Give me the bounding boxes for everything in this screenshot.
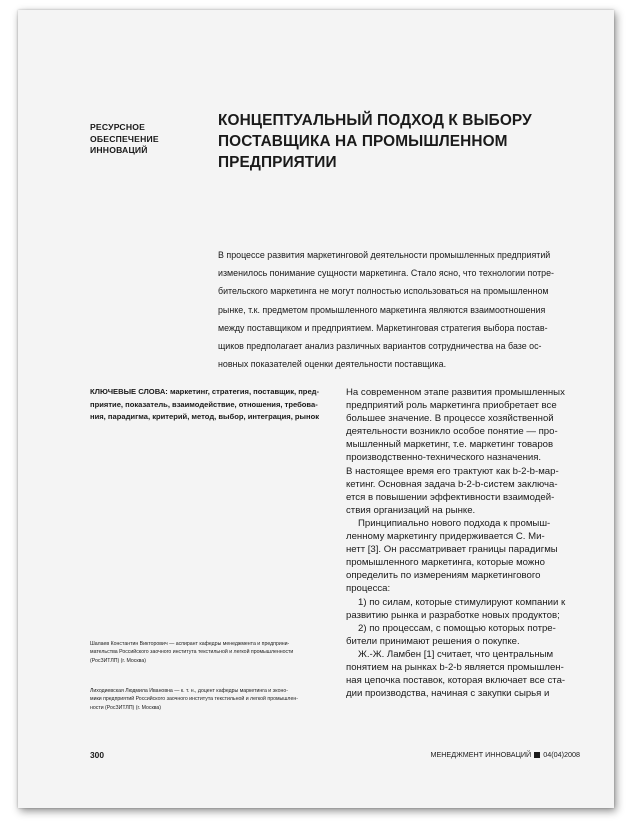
body-line: ленному маркетингу придерживается С. Ми- — [346, 531, 545, 543]
journal-footer — [430, 750, 580, 759]
abstract-line: между поставщиком и предприятием. Маркетинговая стратегия выбора постав- — [218, 322, 548, 333]
body-line: В настоящее время его трактуют как b-2-b-мар- — [346, 465, 559, 477]
body-line: ется в повышении эффективности взаимодей- — [346, 491, 555, 503]
keywords-line: ния, парадигма, критерий, метод, выбор, интеграция, рынок — [90, 412, 320, 421]
title-line: ПОСТАВЩИКА НА ПРОМЫШЛЕННОМ — [218, 133, 508, 150]
abstract-line: щиков предполагает анализ различных вариантов сотрудничества на базе ос- — [218, 341, 542, 352]
journal-issue: 04(04)2008 — [543, 750, 580, 759]
body-line: мышленный маркетинг, т.е. маркетинг товаров — [346, 439, 554, 451]
body-line: ствия организаций на рынке. — [346, 504, 476, 516]
abstract-line: рынке, т.к. предметом промышленного маркетинга являются взаимоотношения — [218, 304, 546, 315]
author-line: мательства Российского заочного института текстильной и легкой промышленности — [90, 649, 294, 656]
keywords-line: приятие, показатель, взаимодействие, отношения, требова- — [90, 399, 318, 409]
page — [18, 10, 614, 808]
square-separator-icon — [534, 752, 540, 758]
body-line: кетинг. Основная задача b-2-b-систем заключа- — [346, 478, 558, 490]
body-line: ная цепочка поставок, которая включает все ста- — [346, 675, 566, 687]
abstract-line: новных показателей оценки деятельности поставщика. — [218, 359, 447, 370]
body-line: производственно-технического назначения. — [346, 452, 542, 464]
abstract-line: бительского маркетинга не могут полностью использоваться на промышленном — [218, 286, 549, 297]
body-line: На современном этапе развития промышленных — [346, 387, 565, 398]
keywords — [90, 386, 335, 424]
section-heading-line: РЕСУРСНОЕ — [90, 122, 146, 132]
author-info — [90, 687, 335, 712]
abstract — [218, 246, 598, 373]
section-heading — [90, 122, 200, 157]
article-title — [218, 110, 598, 173]
page-number: 300 — [90, 750, 104, 760]
section-heading-line: ОБЕСПЕЧЕНИЕ — [90, 133, 159, 144]
body-line: Ж.-Ж. Ламбен [1] считает, что центральным — [358, 648, 554, 660]
body-line: процесса: — [346, 583, 391, 595]
body-line: определить по измерениям маркетингового — [346, 570, 541, 582]
abstract-line: В процессе развития маркетинговой деятельности промышленных предприятий — [218, 250, 551, 260]
body-line: дии производства, начиная с закупки сырья и — [346, 688, 550, 700]
body-line: бители принимают решения о покупке. — [346, 635, 520, 647]
body-line: Принципиально нового подхода к промыш- — [358, 517, 551, 529]
title-line: ПРЕДПРИЯТИИ — [218, 154, 337, 171]
body-text — [346, 386, 601, 700]
author-info — [90, 640, 335, 665]
abstract-line: изменилось понимание сущности маркетинга. Стало ясно, что технологии потре- — [218, 268, 554, 279]
body-line: нетт [3]. Он рассматривает границы парадигмы — [346, 544, 558, 556]
body-line: 2) по процессам, с помощью которых потре- — [358, 622, 556, 634]
body-line: понятием на рынках b-2-b является промышлен- — [346, 661, 564, 673]
author-line: мики предприятий Российского заочного института текстильной и легкой промышлен- — [90, 696, 298, 703]
author-line: ности (РосЗИТЛП) (г. Москва) — [90, 704, 162, 711]
body-line: большее значение. В процессе хозяйственной — [346, 413, 554, 425]
body-line: деятельности возникло особое понятие — про- — [346, 426, 558, 438]
author-line: Лиходиевская Людмила Ивановна — к. т. н., доцент кафедры маркетинга и эконо- — [90, 688, 288, 694]
body-line: 1) по силам, которые стимулируют компании к — [358, 596, 566, 608]
body-line: промышленного маркетинга, которые можно — [346, 557, 545, 569]
body-line: развитию рынка и разработке новых продуктов; — [346, 609, 560, 621]
section-heading-line: ИННОВАЦИЙ — [90, 145, 148, 155]
keywords-line: КЛЮЧЕВЫЕ СЛОВА: маркетинг, стратегия, поставщик, пред- — [90, 387, 320, 396]
author-line: Шалаев Константин Викторович — аспирант кафедры менеджмента и предприни- — [90, 641, 290, 647]
title-line: КОНЦЕПТУАЛЬНЫЙ ПОДХОД К ВЫБОРУ — [218, 112, 532, 129]
body-line: предприятий роль маркетинга приобретает все — [346, 400, 557, 412]
journal-name: МЕНЕДЖМЕНТ ИННОВАЦИЙ — [430, 750, 532, 759]
author-line: (РосЗИТЛП) (г. Москва) — [90, 657, 146, 664]
